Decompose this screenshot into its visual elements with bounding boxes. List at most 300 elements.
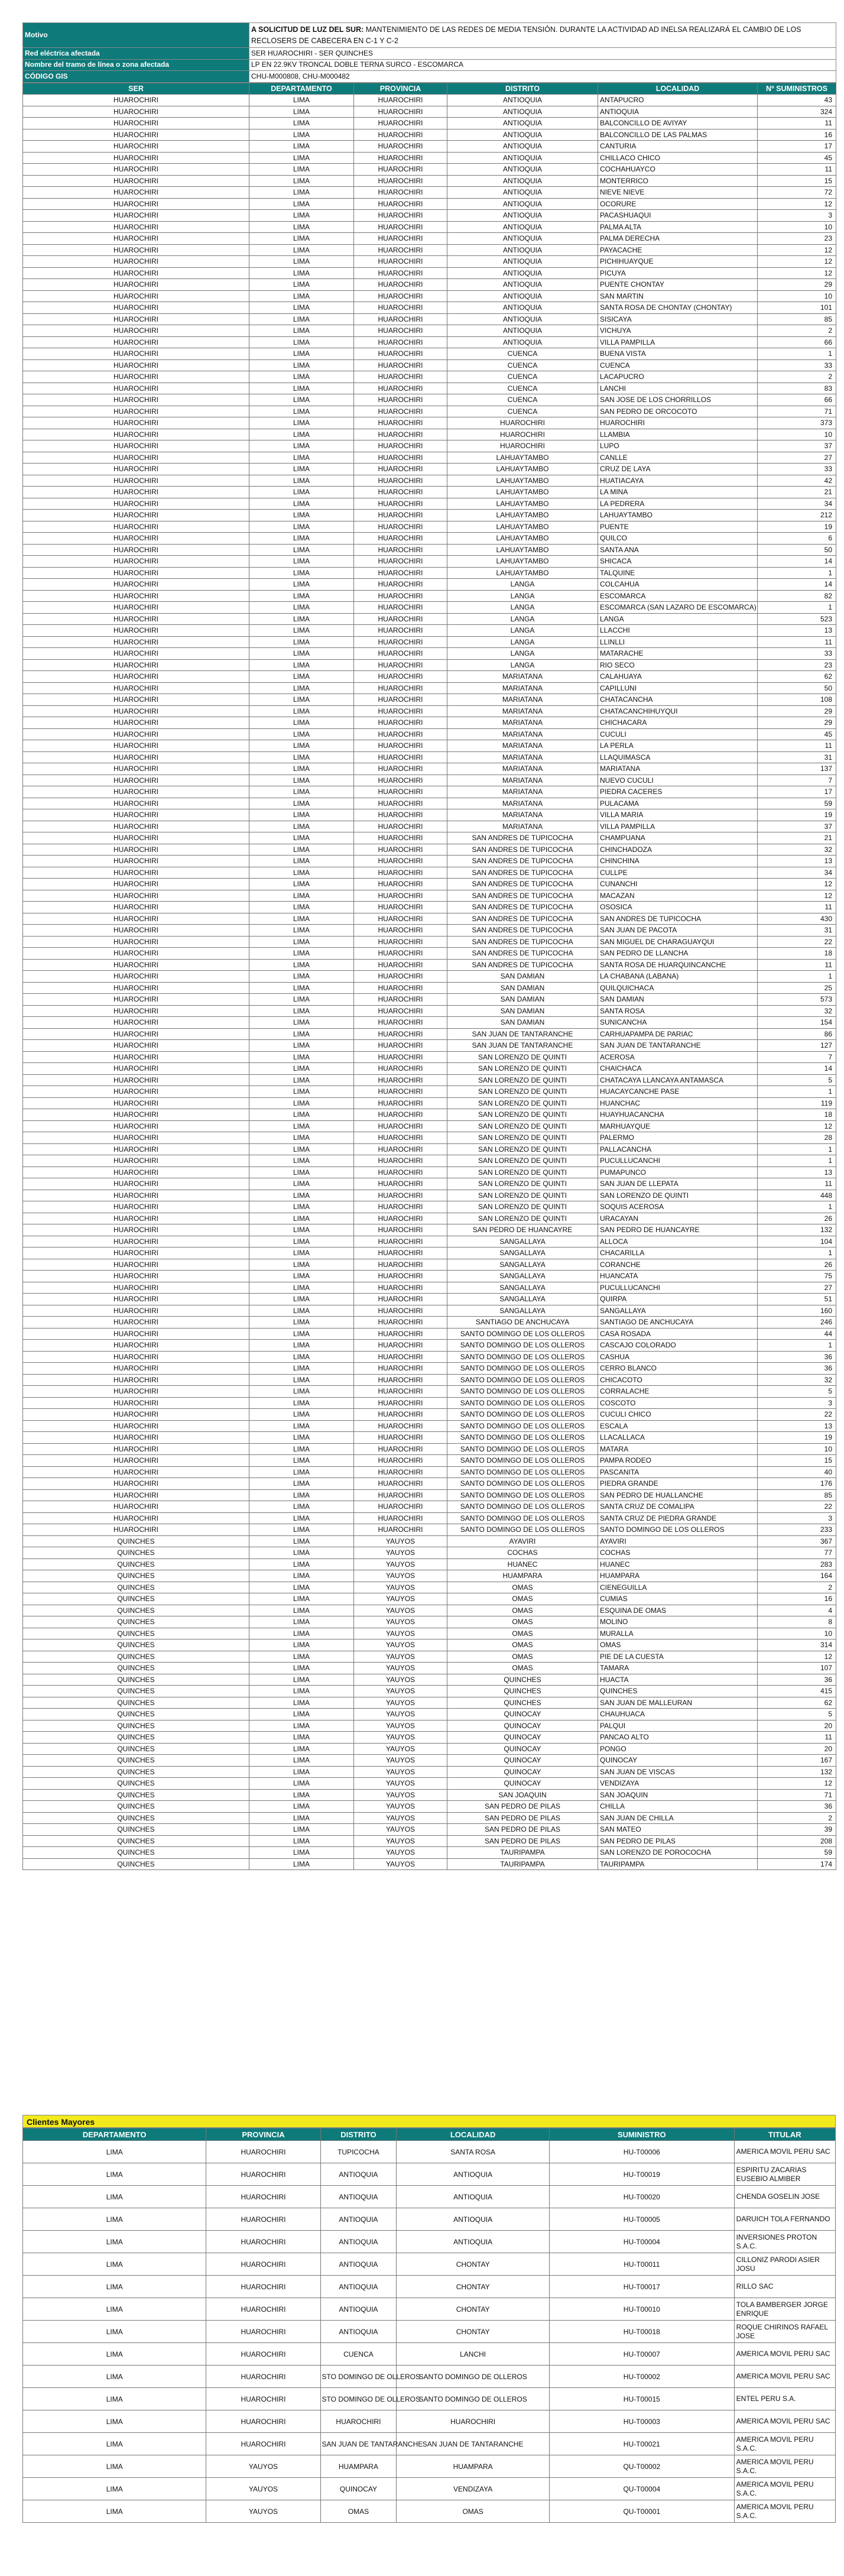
table-row: [23, 233, 836, 245]
distrito-cell: ANTIOQUIA: [447, 279, 598, 291]
distrito-cell: ANTIOQUIA: [447, 95, 598, 106]
distrito-cell: SANTO DOMINGO DE LOS OLLEROS: [447, 1524, 598, 1536]
suministros-cell: 15: [758, 1455, 836, 1467]
provincia-cell: HUAROCHIRI: [354, 602, 447, 614]
cm-col-header-suministro: SUMINISTRO: [549, 2128, 734, 2141]
table-row: [23, 1616, 836, 1628]
departamento-cell: LIMA: [249, 1466, 354, 1478]
suministros-cell: 11: [758, 1178, 836, 1190]
suministros-cell: 430: [758, 913, 836, 925]
distrito-cell: SANGALLAYA: [447, 1305, 598, 1317]
table-row: [23, 728, 836, 740]
distrito-cell: ANTIOQUIA: [447, 302, 598, 314]
table-row: [23, 1363, 836, 1375]
suministros-cell: 119: [758, 1097, 836, 1109]
provincia-cell: HUAROCHIRI: [354, 590, 447, 602]
col-header-distrito: DISTRITO: [447, 83, 598, 95]
ser-cell: HUAROCHIRI: [23, 394, 249, 406]
departamento-cell: LIMA: [249, 556, 354, 568]
distrito-cell: SAN ANDRES DE TUPICOCHA: [447, 925, 598, 937]
distrito-cell: ANTIOQUIA: [447, 221, 598, 233]
provincia-cell: HUAROCHIRI: [206, 2298, 320, 2321]
table-row: [23, 1005, 836, 1017]
titular-cell: AMERICA MOVIL PERU S.A.C.: [734, 2500, 835, 2523]
table-row: [23, 1317, 836, 1328]
provincia-cell: YAUYOS: [354, 1801, 447, 1813]
provincia-cell: HUAROCHIRI: [354, 244, 447, 256]
localidad-cell: CHONTAY: [397, 2321, 550, 2343]
suministros-cell: 66: [758, 336, 836, 348]
departamento-cell: LIMA: [249, 982, 354, 994]
suministros-cell: 16: [758, 129, 836, 141]
distrito-cell: SAN JOAQUIN: [447, 1789, 598, 1801]
suministros-cell: 19: [758, 521, 836, 533]
ser-cell: HUAROCHIRI: [23, 751, 249, 763]
provincia-cell: HUAROCHIRI: [354, 383, 447, 394]
departamento-cell: LIMA: [249, 602, 354, 614]
departamento-cell: LIMA: [249, 1443, 354, 1455]
table-row: [23, 775, 836, 786]
localidad-cell: NUEVO CUCULI: [598, 775, 758, 786]
ser-cell: HUAROCHIRI: [23, 1386, 249, 1398]
titular-cell: DARUICH TOLA FERNANDO: [734, 2208, 835, 2231]
ser-cell: HUAROCHIRI: [23, 1512, 249, 1524]
departamento-cell: LIMA: [249, 1789, 354, 1801]
distrito-cell: TUPICOCHA: [320, 2141, 397, 2163]
localidad-cell: LANCHI: [397, 2343, 550, 2366]
cm-table-row: [23, 2253, 836, 2276]
distrito-cell: SANTO DOMINGO DE LOS OLLEROS: [447, 1466, 598, 1478]
departamento-cell: LIMA: [249, 1294, 354, 1305]
provincia-cell: HUAROCHIRI: [354, 1432, 447, 1444]
departamento-cell: LIMA: [249, 1824, 354, 1836]
distrito-cell: ANTIOQUIA: [320, 2298, 397, 2321]
departamento-cell: LIMA: [23, 2141, 206, 2163]
departamento-cell: LIMA: [249, 1847, 354, 1859]
localidad-cell: PUMAPUNCO: [598, 1167, 758, 1178]
table-row: [23, 1259, 836, 1271]
suministros-cell: 28: [758, 1132, 836, 1144]
table-row: [23, 1028, 836, 1040]
provincia-cell: HUAROCHIRI: [354, 106, 447, 118]
table-row: [23, 1097, 836, 1109]
provincia-cell: YAUYOS: [354, 1535, 447, 1547]
table-row: [23, 440, 836, 452]
ser-cell: HUAROCHIRI: [23, 233, 249, 245]
suministros-cell: 66: [758, 394, 836, 406]
table-row: [23, 1593, 836, 1605]
departamento-cell: LIMA: [249, 1374, 354, 1386]
ser-cell: HUAROCHIRI: [23, 913, 249, 925]
provincia-cell: HUAROCHIRI: [354, 694, 447, 706]
suministros-cell: 5: [758, 1386, 836, 1398]
provincia-cell: HUAROCHIRI: [354, 510, 447, 521]
provincia-cell: HUAROCHIRI: [354, 798, 447, 809]
distrito-cell: SAN LORENZO DE QUINTI: [447, 1086, 598, 1098]
ser-cell: HUAROCHIRI: [23, 890, 249, 902]
localidad-cell: MACAZAN: [598, 890, 758, 902]
localidad-cell: CHILLA: [598, 1801, 758, 1813]
ser-cell: HUAROCHIRI: [23, 971, 249, 983]
distrito-cell: SAN LORENZO DE QUINTI: [447, 1190, 598, 1201]
suministros-cell: 22: [758, 936, 836, 948]
suministros-cell: 1: [758, 1340, 836, 1352]
distrito-cell: OMAS: [447, 1639, 598, 1651]
provincia-cell: HUAROCHIRI: [354, 809, 447, 821]
provincia-cell: YAUYOS: [354, 1824, 447, 1836]
localidad-cell: CHINCHADOZA: [598, 844, 758, 856]
departamento-cell: LIMA: [249, 464, 354, 475]
ser-cell: QUINCHES: [23, 1593, 249, 1605]
localidad-cell: LLACCHI: [598, 625, 758, 637]
ser-cell: HUAROCHIRI: [23, 302, 249, 314]
table-row: [23, 1558, 836, 1570]
suministros-cell: 2: [758, 1812, 836, 1824]
localidad-cell: HUAYHUACANCHA: [598, 1109, 758, 1121]
departamento-cell: LIMA: [249, 440, 354, 452]
localidad-cell: SANTO DOMINGO DE OLLEROS: [397, 2388, 550, 2410]
suministros-cell: 13: [758, 856, 836, 867]
provincia-cell: HUAROCHIRI: [206, 2208, 320, 2231]
table-row: [23, 1732, 836, 1744]
localidad-cell: OCORURE: [598, 198, 758, 210]
table-row: [23, 1132, 836, 1144]
provincia-cell: HUAROCHIRI: [354, 302, 447, 314]
localidad-cell: PALLACANCHA: [598, 1143, 758, 1155]
ser-cell: HUAROCHIRI: [23, 694, 249, 706]
suministros-cell: 71: [758, 1789, 836, 1801]
provincia-cell: HUAROCHIRI: [354, 164, 447, 176]
suministros-cell: 34: [758, 867, 836, 879]
suministros-cell: 448: [758, 1190, 836, 1201]
departamento-cell: LIMA: [249, 1397, 354, 1409]
suministros-cell: 11: [758, 164, 836, 176]
provincia-cell: YAUYOS: [354, 1847, 447, 1859]
distrito-cell: SANTO DOMINGO DE LOS OLLEROS: [447, 1409, 598, 1421]
distrito-cell: MARIATANA: [447, 671, 598, 683]
departamento-cell: LIMA: [249, 1051, 354, 1063]
table-row: [23, 832, 836, 844]
provincia-cell: HUAROCHIRI: [354, 187, 447, 199]
suministros-cell: 3: [758, 1397, 836, 1409]
ser-cell: HUAROCHIRI: [23, 464, 249, 475]
departamento-cell: LIMA: [249, 671, 354, 683]
provincia-cell: HUAROCHIRI: [354, 487, 447, 498]
distrito-cell: SAN JUAN DE TANTARANCHE: [447, 1040, 598, 1052]
distrito-cell: OMAS: [447, 1628, 598, 1639]
suministros-cell: 132: [758, 1766, 836, 1778]
departamento-cell: LIMA: [249, 1155, 354, 1167]
provincia-cell: HUAROCHIRI: [354, 994, 447, 1006]
distrito-cell: SAN LORENZO DE QUINTI: [447, 1051, 598, 1063]
provincia-cell: YAUYOS: [354, 1663, 447, 1674]
table-row: [23, 1547, 836, 1559]
localidad-cell: BALCONCILLO DE LAS PALMAS: [598, 129, 758, 141]
departamento-cell: LIMA: [249, 175, 354, 187]
suministros-cell: 59: [758, 1847, 836, 1859]
table-row: [23, 1801, 836, 1813]
suministros-cell: 10: [758, 290, 836, 302]
ser-cell: HUAROCHIRI: [23, 1109, 249, 1121]
suministro-cell: HU-T00015: [549, 2388, 734, 2410]
provincia-cell: HUAROCHIRI: [354, 1097, 447, 1109]
distrito-cell: LAHUAYTAMBO: [447, 556, 598, 568]
departamento-cell: LIMA: [249, 1732, 354, 1744]
departamento-cell: LIMA: [249, 1639, 354, 1651]
distrito-cell: LAHUAYTAMBO: [447, 567, 598, 579]
suministros-cell: 107: [758, 1663, 836, 1674]
suministro-cell: HU-T00007: [549, 2343, 734, 2366]
table-row: [23, 809, 836, 821]
localidad-cell: SANTA CRUZ DE PIEDRA GRANDE: [598, 1512, 758, 1524]
ser-cell: HUAROCHIRI: [23, 717, 249, 729]
provincia-cell: HUAROCHIRI: [354, 1178, 447, 1190]
departamento-cell: LIMA: [249, 1259, 354, 1271]
provincia-cell: HUAROCHIRI: [354, 279, 447, 291]
suministros-cell: 1: [758, 1155, 836, 1167]
ser-cell: HUAROCHIRI: [23, 763, 249, 775]
distrito-cell: QUINCHES: [447, 1686, 598, 1697]
departamento-cell: LIMA: [249, 1236, 354, 1248]
provincia-cell: HUAROCHIRI: [354, 1328, 447, 1340]
distrito-cell: LANGA: [447, 659, 598, 671]
affected-supplies-table: [22, 83, 836, 1871]
departamento-cell: LIMA: [249, 763, 354, 775]
suministros-cell: 246: [758, 1317, 836, 1328]
localidad-cell: LUPO: [598, 440, 758, 452]
localidad-cell: CANLLE: [598, 452, 758, 464]
localidad-cell: PICHIHUAYQUE: [598, 256, 758, 268]
localidad-cell: MURALLA: [598, 1628, 758, 1639]
localidad-cell: HUAROCHIRI: [598, 417, 758, 429]
departamento-cell: LIMA: [249, 336, 354, 348]
ser-cell: HUAROCHIRI: [23, 682, 249, 694]
distrito-cell: LAHUAYTAMBO: [447, 498, 598, 510]
suministros-cell: 12: [758, 244, 836, 256]
table-row: [23, 1248, 836, 1259]
suministros-cell: 21: [758, 832, 836, 844]
localidad-cell: VENDIZAYA: [598, 1778, 758, 1790]
localidad-cell: VILLA MARIA: [598, 809, 758, 821]
localidad-cell: HUAMPARA: [397, 2455, 550, 2478]
ser-cell: HUAROCHIRI: [23, 1317, 249, 1328]
provincia-cell: HUAROCHIRI: [206, 2366, 320, 2388]
suministros-cell: 314: [758, 1639, 836, 1651]
ser-cell: HUAROCHIRI: [23, 129, 249, 141]
departamento-cell: LIMA: [249, 533, 354, 545]
suministros-cell: 12: [758, 256, 836, 268]
distrito-cell: ANTIOQUIA: [447, 233, 598, 245]
departamento-cell: LIMA: [249, 359, 354, 371]
table-row: [23, 1178, 836, 1190]
suministros-cell: 11: [758, 1732, 836, 1744]
suministros-cell: 208: [758, 1835, 836, 1847]
table-row: [23, 1582, 836, 1593]
provincia-cell: HUAROCHIRI: [354, 832, 447, 844]
table-row: [23, 602, 836, 614]
localidad-cell: SANTA ROSA: [598, 1005, 758, 1017]
provincia-cell: HUAROCHIRI: [354, 1224, 447, 1236]
localidad-cell: TALQUINE: [598, 567, 758, 579]
suministros-cell: 10: [758, 429, 836, 440]
cm-table-body: [23, 2141, 836, 2523]
distrito-cell: SANTO DOMINGO DE LOS OLLEROS: [447, 1420, 598, 1432]
tramo-value: LP EN 22.9KV TRONCAL DOBLE TERNA SURCO - ESCOMARCA: [249, 59, 836, 71]
provincia-cell: HUAROCHIRI: [354, 1074, 447, 1086]
provincia-cell: HUAROCHIRI: [354, 371, 447, 383]
distrito-cell: LAHUAYTAMBO: [447, 533, 598, 545]
provincia-cell: HUAROCHIRI: [354, 867, 447, 879]
departamento-cell: LIMA: [23, 2276, 206, 2298]
table-row: [23, 1051, 836, 1063]
provincia-cell: HUAROCHIRI: [354, 879, 447, 890]
ser-cell: QUINCHES: [23, 1766, 249, 1778]
departamento-cell: LIMA: [249, 383, 354, 394]
suministros-cell: 29: [758, 705, 836, 717]
localidad-cell: CHONTAY: [397, 2298, 550, 2321]
suministros-cell: 26: [758, 1213, 836, 1224]
departamento-cell: LIMA: [249, 786, 354, 798]
provincia-cell: HUAROCHIRI: [354, 221, 447, 233]
table-row: [23, 1858, 836, 1870]
localidad-cell: COCHAS: [598, 1547, 758, 1559]
distrito-cell: SAN LORENZO DE QUINTI: [447, 1167, 598, 1178]
ser-cell: HUAROCHIRI: [23, 1259, 249, 1271]
table-row: [23, 371, 836, 383]
distrito-cell: SAN LORENZO DE QUINTI: [447, 1143, 598, 1155]
departamento-cell: LIMA: [249, 256, 354, 268]
departamento-cell: LIMA: [249, 902, 354, 913]
suministros-cell: 13: [758, 625, 836, 637]
localidad-cell: PIEDRA CACERES: [598, 786, 758, 798]
departamento-cell: LIMA: [249, 1535, 354, 1547]
suministros-cell: 11: [758, 740, 836, 752]
titular-cell: AMERICA MOVIL PERU SAC: [734, 2366, 835, 2388]
ser-cell: HUAROCHIRI: [23, 602, 249, 614]
provincia-cell: HUAROCHIRI: [354, 521, 447, 533]
titular-cell: RILLO SAC: [734, 2276, 835, 2298]
departamento-cell: LIMA: [23, 2163, 206, 2186]
localidad-cell: PUENTE CHONTAY: [598, 279, 758, 291]
provincia-cell: HUAROCHIRI: [354, 1248, 447, 1259]
departamento-cell: LIMA: [249, 798, 354, 809]
localidad-cell: ANTIOQUIA: [397, 2231, 550, 2253]
localidad-cell: CALAHUAYA: [598, 671, 758, 683]
table-row: [23, 417, 836, 429]
distrito-cell: SAN ANDRES DE TUPICOCHA: [447, 948, 598, 960]
cm-table-row: [23, 2500, 836, 2523]
localidad-cell: SHICACA: [598, 556, 758, 568]
suministros-cell: 154: [758, 1017, 836, 1029]
ser-cell: HUAROCHIRI: [23, 1017, 249, 1029]
table-row: [23, 1824, 836, 1836]
ser-cell: HUAROCHIRI: [23, 175, 249, 187]
ser-cell: HUAROCHIRI: [23, 1282, 249, 1294]
provincia-cell: HUAROCHIRI: [354, 1489, 447, 1501]
suministros-cell: 523: [758, 613, 836, 625]
table-row: [23, 1397, 836, 1409]
red-row: [23, 48, 836, 60]
departamento-cell: LIMA: [249, 1663, 354, 1674]
departamento-cell: LIMA: [249, 751, 354, 763]
localidad-cell: SAN JUAN DE MALLEURAN: [598, 1697, 758, 1709]
provincia-cell: HUAROCHIRI: [354, 348, 447, 360]
localidad-cell: CUCULI: [598, 728, 758, 740]
ser-cell: HUAROCHIRI: [23, 1271, 249, 1282]
provincia-cell: HUAROCHIRI: [354, 913, 447, 925]
table-row: [23, 1213, 836, 1224]
ser-cell: HUAROCHIRI: [23, 1040, 249, 1052]
ser-cell: QUINCHES: [23, 1858, 249, 1870]
table-row: [23, 1143, 836, 1155]
departamento-cell: LIMA: [249, 775, 354, 786]
suministros-cell: 32: [758, 844, 836, 856]
departamento-cell: LIMA: [249, 233, 354, 245]
suministro-cell: QU-T00002: [549, 2455, 734, 2478]
localidad-cell: LLAMBIA: [598, 429, 758, 440]
table-row: [23, 682, 836, 694]
provincia-cell: YAUYOS: [206, 2455, 320, 2478]
ser-cell: QUINCHES: [23, 1755, 249, 1767]
distrito-cell: MARIATANA: [447, 740, 598, 752]
distrito-cell: SANTO DOMINGO DE LOS OLLEROS: [447, 1512, 598, 1524]
suministros-cell: 50: [758, 682, 836, 694]
localidad-cell: ESQUINA DE OMAS: [598, 1605, 758, 1616]
localidad-cell: PONGO: [598, 1743, 758, 1755]
table-row: [23, 290, 836, 302]
ser-cell: HUAROCHIRI: [23, 728, 249, 740]
localidad-cell: SISICAYA: [598, 313, 758, 325]
provincia-cell: HUAROCHIRI: [354, 844, 447, 856]
table-row: [23, 1743, 836, 1755]
table-row: [23, 856, 836, 867]
suministro-cell: QU-T00004: [549, 2478, 734, 2500]
suministros-cell: 7: [758, 775, 836, 786]
departamento-cell: LIMA: [249, 1778, 354, 1790]
provincia-cell: HUAROCHIRI: [354, 175, 447, 187]
ser-cell: QUINCHES: [23, 1686, 249, 1697]
suministros-cell: 17: [758, 141, 836, 153]
distrito-cell: ANTIOQUIA: [320, 2231, 397, 2253]
localidad-cell: SANGALLAYA: [598, 1305, 758, 1317]
ser-cell: HUAROCHIRI: [23, 994, 249, 1006]
localidad-cell: SAN MATEO: [598, 1824, 758, 1836]
departamento-cell: LIMA: [249, 959, 354, 971]
localidad-cell: MONTERRICO: [598, 175, 758, 187]
provincia-cell: YAUYOS: [206, 2500, 320, 2523]
table-row: [23, 579, 836, 591]
localidad-cell: VENDIZAYA: [397, 2478, 550, 2500]
distrito-cell: MARIATANA: [447, 775, 598, 786]
table-row: [23, 959, 836, 971]
table-row: [23, 590, 836, 602]
localidad-cell: OMAS: [598, 1639, 758, 1651]
departamento-cell: LIMA: [249, 417, 354, 429]
localidad-cell: PALQUI: [598, 1720, 758, 1732]
departamento-cell: LIMA: [23, 2298, 206, 2321]
distrito-cell: ANTIOQUIA: [447, 198, 598, 210]
departamento-cell: LIMA: [249, 1190, 354, 1201]
cm-table-row: [23, 2141, 836, 2163]
titular-cell: ESPIRITU ZACARIAS EUSEBIO ALMIBER: [734, 2163, 835, 2186]
departamento-cell: LIMA: [249, 1271, 354, 1282]
departamento-cell: LIMA: [249, 1040, 354, 1052]
table-row: [23, 740, 836, 752]
col-header-ser: SER: [23, 83, 249, 95]
provincia-cell: HUAROCHIRI: [354, 1063, 447, 1075]
suministros-cell: 415: [758, 1686, 836, 1697]
departamento-cell: LIMA: [249, 1109, 354, 1121]
